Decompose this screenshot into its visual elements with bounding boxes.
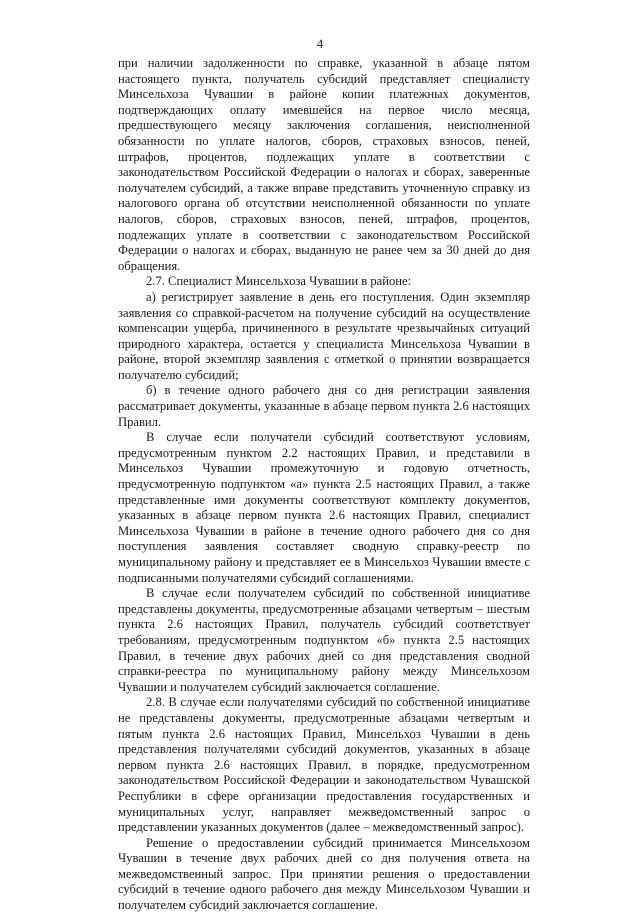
paragraph-subpoint-a: а) регистрирует заявление в день его поступления. Один экземпляр заявления со справкой-расчетом на получение субсидий на осуществление компенсации ущерба, причиненного в результате чрезвычайных ситуаций природного характера, остается у специалиста Минсельхоза Чувашии в районе, второй экземпляр заявления с отметкой о принятии возвращается получателю субсидий; xyxy=(118,289,530,382)
paragraph-subpoint-b: б) в течение одного рабочего дня со дня регистрации заявления рассматривает документы, указанные в абзаце первом пункта 2.6 настоящих Правил. xyxy=(118,383,530,429)
paragraph-own-initiative: В случае если получателем субсидий по собственной инициативе представлены документы, предусмотренные абзацами четвертым – шестым пункта 2.6 настоящих Правил, получатель субсидий соответствует требованиям, предусмотренным подпунктом «б» пункта 2.5 настоящих Правил, в течение двух рабочих дней со дня представления сводной справки-реестра по муниципальному району между Минсельхозом Чувашии и получателем субсидий заключается соглашение. xyxy=(118,586,530,694)
paragraph-section-2-7: 2.7. Специалист Минсельхоза Чувашии в районе: xyxy=(146,274,412,289)
document-body xyxy=(118,56,530,914)
paragraph-continued: при наличии задолженности по справке, указанной в абзаце пятом настоящего пункта, получатель субсидий представляет специалисту Минсельхоза Чувашии в районе копии платежных документов, подтверждающих оплату имевшейся на первое число месяца, предшествующего месяцу заключения соглашения, неисполненной обязанности по уплате налогов, сборов, страховых взносов, пеней, штрафов, процентов, подлежащих уплате в соответствии с законодательством Российской Федерации о налогах и сборах, заверенные получателем субсидий, а также вправе представить уточненную справку из налогового органа об отсутствии неисполненной обязанности по уплате налогов, сборов, страховых взносов, пеней, штрафов, процентов, подлежащих уплате в соответствии с законодательством Российской Федерации о налогах и сборах, выданную не ранее чем за 30 дней до дня обращения. xyxy=(118,56,530,273)
page-number: 4 xyxy=(316,36,324,51)
paragraph-conditions-met: В случае если получатели субсидий соответствуют условиям, предусмотренным пунктом 2.2 настоящих Правил, и представили в Минсельхоз Чувашии промежуточную и годовую отчетность, предусмотренную подпунктом «а» пункта 2.5 настоящих Правил, а также представленные ими документы соответствуют комплекту документов, указанных в абзаце первом пункта 2.6 настоящих Правил, специалист Минсельхоза Чувашии в районе в течение одного рабочего дня со дня поступления заявления составляет сводную справку-реестр по муниципальному району и представляет ее в Минсельхоз Чувашии вместе с подписанными получателями субсидий соглашениями. xyxy=(118,430,530,585)
paragraph-decision: Решение о предоставлении субсидий принимается Минсельхозом Чувашии в течение двух рабочих дней со дня получения ответа на межведомственный запрос. При принятии решения о предоставлении субсидий в течение одного рабочего дня между Минсельхозом Чувашии и получателем субсидий заключается соглашение. xyxy=(118,835,530,913)
paragraph-section-2-8: 2.8. В случае если получателями субсидий по собственной инициативе не представлены документы, предусмотренные абзацами четвертым и пятым пункта 2.6 настоящих Правил, Минсельхоз Чувашии в день представления получателями субсидий документов, указанных в абзаце первом пункта 2.6 настоящих Правил, в порядке, предусмотренном законодательством Российской Федерации и законодательством Чувашской Республики в сфере организации предоставления государственных и муниципальных услуг, направляет межведомственный запрос о представлении указанных документов (далее – межведомственный запрос). xyxy=(118,695,530,835)
